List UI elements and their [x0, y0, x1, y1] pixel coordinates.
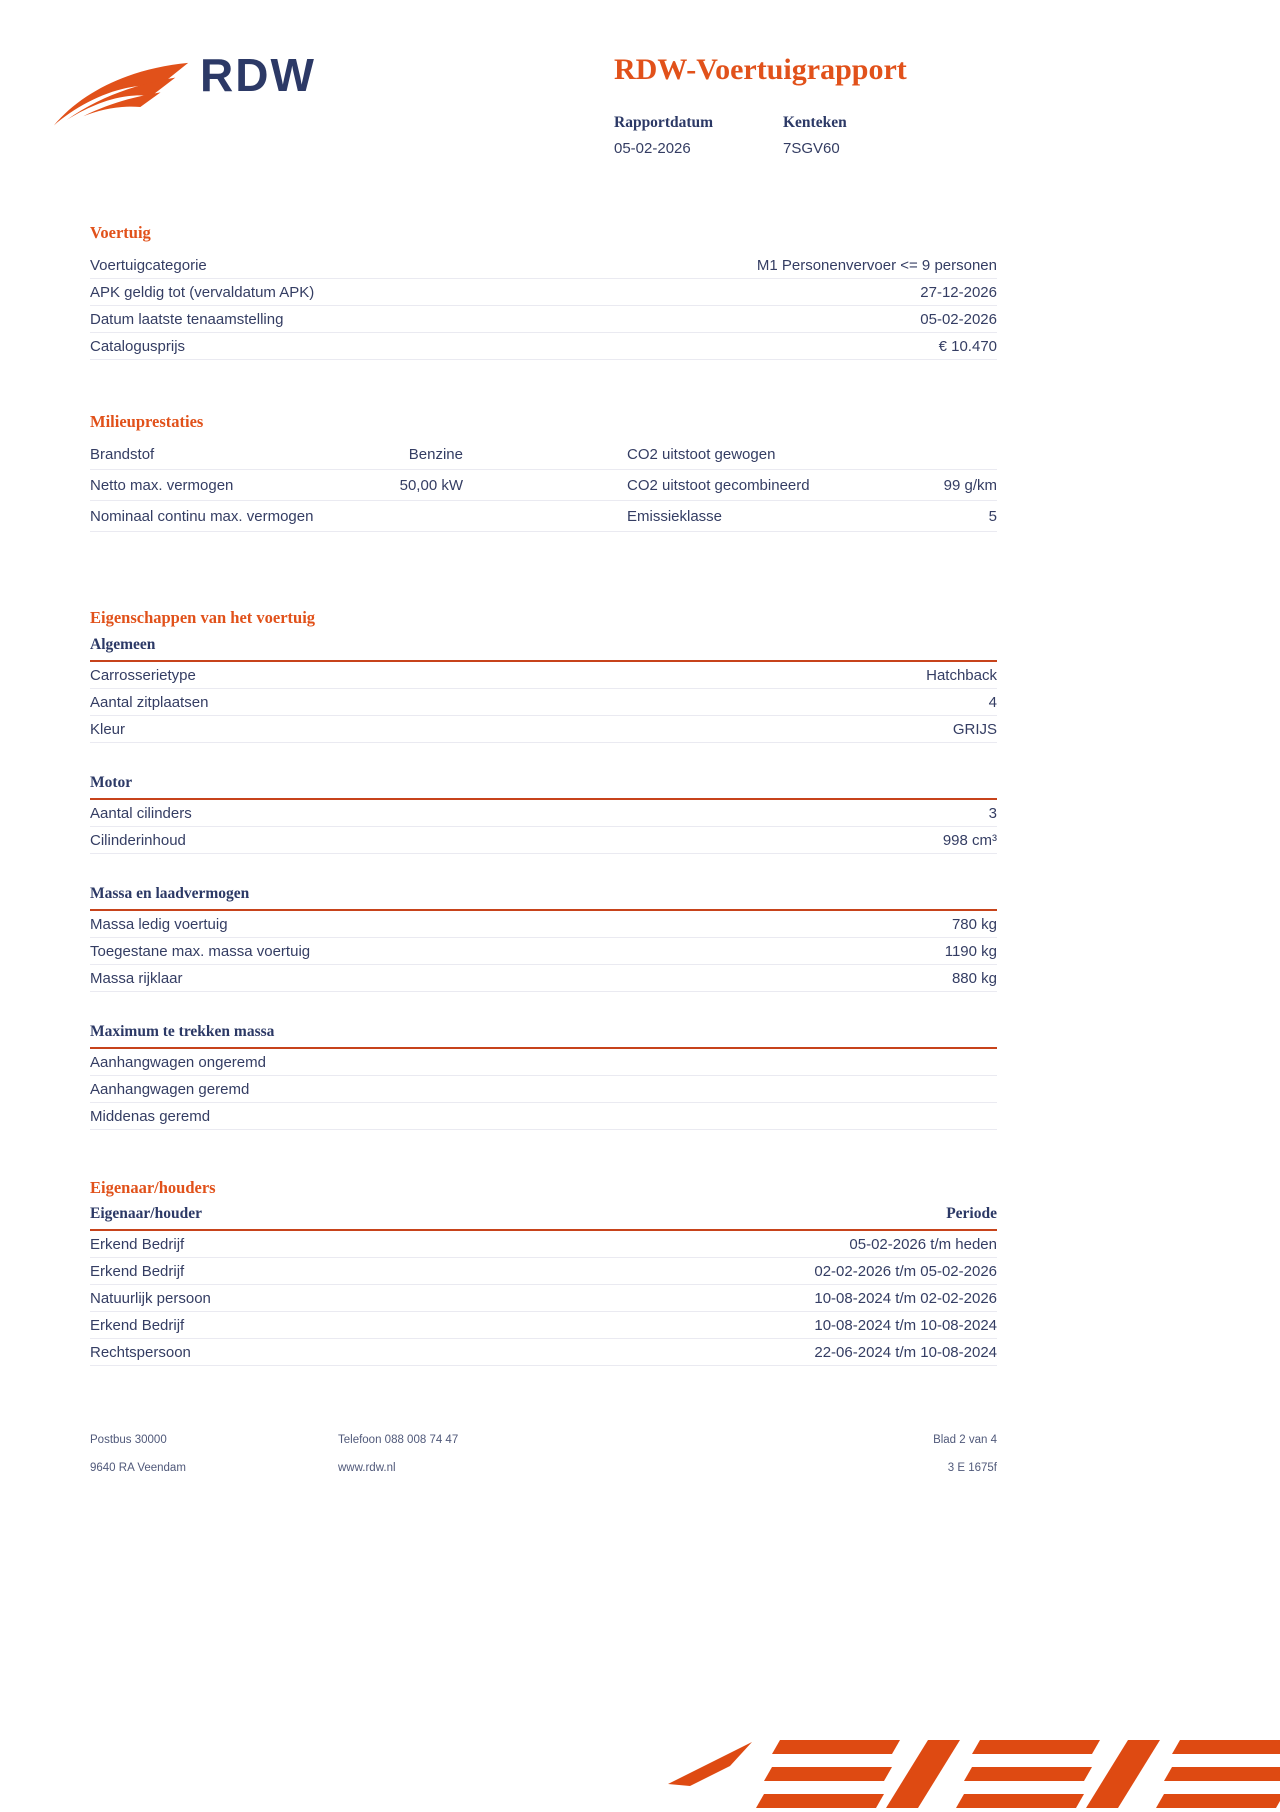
footer-row [90, 1462, 997, 1474]
row-label: Aantal zitplaatsen [90, 693, 209, 711]
row-label: Voertuigcategorie [90, 256, 207, 274]
voertuig-table [90, 252, 997, 360]
milieu-right-cell [627, 477, 997, 494]
table-row [90, 439, 997, 470]
row-label: Brandstof [90, 445, 155, 463]
section-heading-milieuprestaties: Milieuprestaties [90, 412, 204, 431]
row-label: Kleur [90, 720, 126, 738]
report-title: RDW-Voertuigrapport [614, 53, 907, 86]
row-label: Datum laatste tenaamstelling [90, 310, 284, 328]
footer-page-number: Blad 2 van 4 [933, 1434, 997, 1446]
column-header-owner: Eigenaar/houder [90, 1205, 202, 1222]
row-label: Carrosserietype [90, 666, 196, 684]
license-plate-label: Kenteken [783, 114, 847, 131]
owner-name: Erkend Bedrijf [90, 1262, 185, 1280]
owner-period: 05-02-2026 t/m heden [849, 1235, 997, 1253]
milieu-right-cell [627, 508, 997, 525]
milieu-left-cell [90, 508, 463, 525]
footer-address-line2: 9640 RA Veendam [90, 1462, 186, 1474]
table-row [90, 1076, 997, 1103]
subsection-heading-algemeen: Algemeen [90, 635, 997, 662]
row-value: 1190 kg [944, 942, 997, 960]
report-content [90, 0, 997, 1366]
table-row [90, 965, 997, 992]
table-row [90, 306, 997, 333]
row-label: Middenas geremd [90, 1107, 211, 1125]
row-label: CO2 uitstoot gewogen [627, 445, 776, 463]
owner-name: Erkend Bedrijf [90, 1316, 185, 1334]
subsection-algemeen [90, 635, 997, 743]
table-row [90, 501, 997, 532]
section-heading-eigenschappen: Eigenschappen van het voertuig [90, 608, 316, 627]
row-label: Aanhangwagen geremd [90, 1080, 250, 1098]
row-label: Toegestane max. massa voertuig [90, 942, 311, 960]
row-label: Emissieklasse [627, 507, 723, 525]
row-label: Cilinderinhoud [90, 831, 186, 849]
row-value: 3 [988, 804, 997, 822]
table-row [90, 827, 997, 854]
row-label: Netto max. vermogen [90, 476, 234, 494]
row-value: Benzine [408, 445, 463, 463]
milieu-right-cell [627, 446, 997, 463]
table-row [90, 716, 997, 743]
footer-form-code: 3 E 1675f [947, 1462, 997, 1474]
section-voertuig [90, 223, 997, 360]
subsection-heading-massa: Massa en laadvermogen [90, 884, 997, 911]
row-label: Aantal cilinders [90, 804, 192, 822]
table-row [90, 333, 997, 360]
owner-name: Erkend Bedrijf [90, 1235, 185, 1253]
rdw-logo-text: RDW [200, 49, 316, 101]
table-row [90, 470, 997, 501]
license-plate-value: 7SGV60 [783, 140, 840, 157]
table-row [90, 938, 997, 965]
table-row [90, 1312, 997, 1339]
owner-period: 02-02-2026 t/m 05-02-2026 [814, 1262, 997, 1280]
footer-phone: Telefoon 088 008 74 47 [338, 1434, 459, 1446]
table-row [90, 662, 997, 689]
row-value: € 10.470 [938, 337, 997, 355]
subsection-heading-motor: Motor [90, 773, 997, 800]
milieu-table [90, 439, 997, 532]
table-row [90, 1285, 997, 1312]
owner-name: Natuurlijk persoon [90, 1289, 211, 1307]
table-row [90, 800, 997, 827]
milieu-left-cell [90, 446, 463, 463]
row-value: 99 g/km [943, 476, 997, 494]
rdw-stripe-pattern-graphic [660, 1740, 1280, 1810]
table-row [90, 1049, 997, 1076]
footer-row [90, 1434, 997, 1446]
table-row [90, 689, 997, 716]
row-value: GRIJS [952, 720, 997, 738]
row-value: 998 cm³ [942, 831, 997, 849]
row-label: Massa ledig voertuig [90, 915, 228, 933]
footer-address-line1: Postbus 30000 [90, 1434, 167, 1446]
subsection-heading-trekken: Maximum te trekken massa [90, 1022, 997, 1049]
row-label: Catalogusprijs [90, 337, 186, 355]
owner-table [90, 1231, 997, 1366]
table-row [90, 911, 997, 938]
table-row [90, 1231, 997, 1258]
owner-name: Rechtspersoon [90, 1343, 191, 1361]
row-value: M1 Personenvervoer <= 9 personen [756, 256, 997, 274]
owner-period: 10-08-2024 t/m 02-02-2026 [814, 1289, 997, 1307]
table-row [90, 1258, 997, 1285]
subsection-trekken [90, 1022, 997, 1130]
row-value: Hatchback [926, 666, 997, 684]
row-value: 27-12-2026 [920, 283, 997, 301]
section-heading-voertuig: Voertuig [90, 223, 151, 242]
row-label: Nominaal continu max. vermogen [90, 507, 314, 525]
table-row [90, 252, 997, 279]
section-eigenschappen [90, 608, 997, 1130]
row-value: 780 kg [951, 915, 997, 933]
report-date-value: 05-02-2026 [614, 140, 691, 157]
row-value: 880 kg [951, 969, 997, 987]
section-heading-eigenaar: Eigenaar/houders [90, 1178, 216, 1197]
owner-table-header [90, 1205, 997, 1231]
row-value: 50,00 kW [399, 476, 463, 494]
footer-website: www.rdw.nl [338, 1462, 396, 1474]
owner-period: 22-06-2024 t/m 10-08-2024 [814, 1343, 997, 1361]
owner-period: 10-08-2024 t/m 10-08-2024 [814, 1316, 997, 1334]
row-value: 4 [988, 693, 997, 711]
row-label: Massa rijklaar [90, 969, 183, 987]
row-label: CO2 uitstoot gecombineerd [627, 476, 810, 494]
row-value: 5 [988, 507, 997, 525]
row-label: Aanhangwagen ongeremd [90, 1053, 266, 1071]
table-row [90, 1339, 997, 1366]
row-label: APK geldig tot (vervaldatum APK) [90, 283, 315, 301]
report-date-label: Rapportdatum [614, 114, 714, 131]
table-row [90, 279, 997, 306]
subsection-motor [90, 773, 997, 854]
subsection-massa [90, 884, 997, 992]
page-footer [90, 1434, 997, 1474]
milieu-left-cell [90, 477, 463, 494]
row-value: 05-02-2026 [920, 310, 997, 328]
section-milieuprestaties [90, 412, 997, 532]
column-header-period: Periode [946, 1205, 997, 1222]
section-eigenaar [90, 1178, 997, 1366]
table-row [90, 1103, 997, 1130]
